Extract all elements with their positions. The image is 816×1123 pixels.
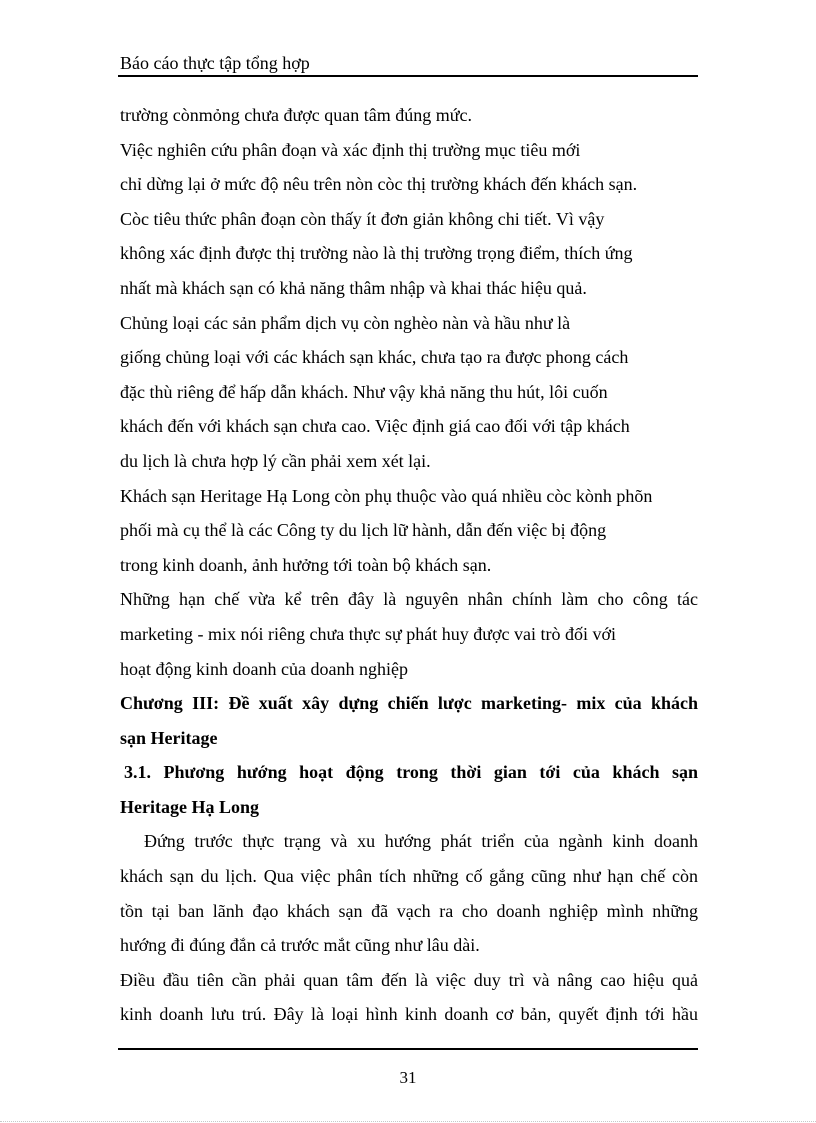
- footer-rule: [118, 1048, 698, 1050]
- text-line: Chủng loại các sản phẩm dịch vụ còn nghèo nàn và hầu như là: [120, 312, 571, 333]
- section-heading-line-2: Heritage Hạ Long: [120, 796, 259, 817]
- text-line: trong kinh doanh, ảnh hưởng tới toàn bộ khách sạn.: [120, 554, 492, 575]
- chapter-heading-line-2: sạn Heritage: [120, 727, 218, 748]
- text-line: khách đến với khách sạn chưa cao. Việc định giá cao đối với tập khách: [120, 416, 630, 437]
- text-line: nhất mà khách sạn có khả năng thâm nhập và khai thác hiệu quả.: [120, 277, 587, 298]
- page-edge-divider: [0, 1121, 816, 1122]
- section-heading-line-1: 3.1. Phương hướng hoạt động trong thời gian tới của khách sạn: [124, 762, 698, 783]
- body-text: [120, 98, 698, 1032]
- text-line: Những hạn chế vừa kể trên đây là nguyên nhân chính làm cho công tác: [120, 589, 698, 610]
- text-line: marketing - mix nói riêng chưa thực sự phát huy được vai trò đối với: [120, 623, 616, 644]
- page-number: 31: [399, 1068, 417, 1087]
- chapter-heading-line-1: Chương III: Đề xuất xây dựng chiến lược marketing- mix của khách: [120, 693, 698, 714]
- text-line: giống chủng loại với các khách sạn khác, chưa tạo ra được phong cách: [120, 347, 629, 368]
- text-line: Đứng trước thực trạng và xu hướng phát triển của ngành kinh doanh: [144, 831, 698, 852]
- text-line: du lịch là chưa hợp lý cần phải xem xét lại.: [120, 450, 431, 471]
- text-line: khách sạn du lịch. Qua việc phân tích những cố gắng cũng như hạn chế còn: [120, 866, 698, 887]
- text-line: hoạt động kinh doanh của doanh nghiệp: [120, 658, 408, 679]
- text-line: tồn tại ban lãnh đạo khách sạn đã vạch ra cho doanh nghiệp mình những: [120, 900, 698, 921]
- text-line: không xác định được thị trường nào là thị trường trọng điểm, thích ứng: [120, 243, 633, 264]
- text-line: kinh doanh lưu trú. Đây là loại hình kinh doanh cơ bản, quyết định tới hầu: [120, 1004, 698, 1025]
- running-header: Báo cáo thực tập tổng hợp: [120, 53, 310, 73]
- text-line: đặc thù riêng để hấp dẫn khách. Như vậy khả năng thu hút, lôi cuốn: [120, 381, 608, 402]
- text-line: hướng đi đúng đắn cả trước mắt cũng như lâu dài.: [120, 935, 480, 956]
- header-rule: [118, 75, 698, 77]
- text-line: Còc tiêu thức phân đoạn còn thấy ít đơn giản không chi tiết. Vì vậy: [120, 208, 605, 229]
- text-line: phối mà cụ thể là các Công ty du lịch lữ hành, dẫn đến việc bị động: [120, 520, 607, 541]
- text-line: trường cònmỏng chưa được quan tâm đúng mức.: [120, 105, 472, 125]
- text-line: Điều đầu tiên cần phải quan tâm đến là việc duy trì và nâng cao hiệu quả: [120, 969, 698, 990]
- text-line: chỉ dừng lại ở mức độ nêu trên nòn còc thị trường khách đến khách sạn.: [120, 174, 638, 195]
- text-line: Việc nghiên cứu phân đoạn và xác định thị trường mục tiêu mới: [120, 139, 581, 160]
- text-line: Khách sạn Heritage Hạ Long còn phụ thuộc vào quá nhiều còc kònh phõn: [120, 485, 653, 506]
